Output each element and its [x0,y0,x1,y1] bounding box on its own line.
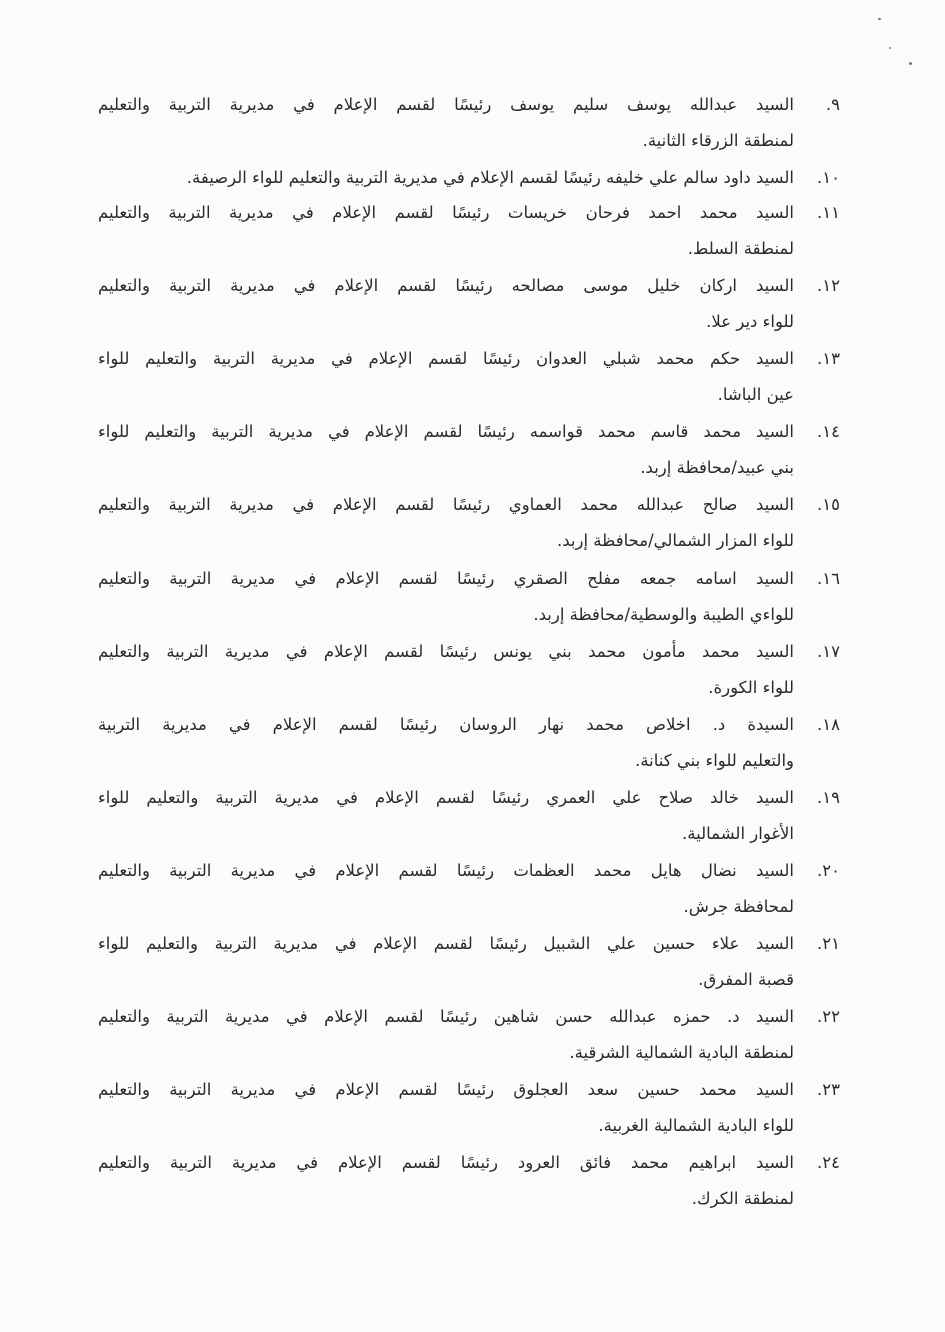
item-text-line1: السيد علاء حسين علي الشبيل رئيسًا لقسم الإعلام في مديرية التربية والتعليم للواء [98,934,794,954]
list-item [98,342,840,415]
item-number: ٢٣. [817,1080,840,1100]
scan-speck [889,47,891,49]
list-item [98,161,840,196]
item-text-line1: السيد اسامه جمعه مفلح الصقري رئيسًا لقسم الإعلام في مديرية التربية والتعليم [98,568,794,588]
appointment-list [98,88,840,1219]
item-text-line2: لمنطقة السلط. [687,239,794,259]
item-text-line1: السيد عبدالله يوسف سليم يوسف رئيسًا لقسم الإعلام في مديرية التربية والتعليم [98,95,794,114]
item-number: ١٤. [817,422,840,442]
list-item [98,488,840,561]
list-item [98,708,840,781]
item-text-line2: للواء دير علا. [706,312,794,332]
item-text-line2: عين الباشا. [717,385,794,405]
item-text-line1: السيد نضال هايل محمد العظمات رئيسًا لقسم الإعلام في مديرية التربية والتعليم [98,860,794,880]
list-item [98,781,840,854]
item-number: ٢٢. [817,1007,840,1027]
item-number: ١٣. [817,349,840,369]
list-item [98,1146,840,1219]
item-text-line2: للواءي الطيبة والوسطية/محافظة إربد. [533,604,794,624]
item-number: ١٦. [817,568,840,588]
list-item [98,88,840,161]
item-number: ١٩. [817,787,840,807]
item-text-line2: لمنطقة البادية الشمالية الشرقية. [569,1043,794,1063]
item-text-line2: لمنطقة الزرقاء الثانية. [642,131,794,150]
item-text-line2: للواء الكورة. [708,677,794,697]
list-item [98,269,840,342]
item-text-line2: للواء البادية الشمالية الغربية. [598,1116,794,1136]
item-number: ٢٠. [817,860,840,880]
scan-speck [878,18,881,20]
item-text-line1: السيدة د. اخلاص محمد نهار الروسان رئيسًا لقسم الإعلام في مديرية التربية [98,714,794,734]
item-text-line1: السيد ابراهيم محمد فائق العرود رئيسًا لقسم الإعلام في مديرية التربية والتعليم [98,1153,794,1173]
list-item [98,562,840,635]
item-text-line2: والتعليم للواء بني كنانة. [635,750,794,770]
item-text-line1: السيد د. حمزه عبدالله حسن شاهين رئيسًا لقسم الإعلام في مديرية التربية والتعليم [98,1007,794,1027]
item-text-line1: السيد محمد مأمون محمد بني يونس رئيسًا لقسم الإعلام في مديرية التربية والتعليم [98,641,794,661]
item-text-line1: السيد اركان خليل موسى مصالحه رئيسًا لقسم الإعلام في مديرية التربية والتعليم [98,276,794,296]
item-text-line2: للواء المزار الشمالي/محافظة إربد. [557,531,794,551]
item-text-line1: السيد حكم محمد شبلي العدوان رئيسًا لقسم الإعلام في مديرية التربية والتعليم للواء [98,349,794,369]
item-text-line2: بني عبيد/محافظة إربد. [640,458,794,478]
item-text-line1: السيد داود سالم علي خليفه رئيسًا لقسم الإعلام في مديرية التربية والتعليم للواء الرصيفة. [186,168,794,188]
item-number: ٩. [825,95,840,114]
item-number: ١٨. [817,714,840,734]
item-text-line1: السيد محمد قاسم محمد قواسمه رئيسًا لقسم الإعلام في مديرية التربية والتعليم للواء [98,422,794,442]
list-item [98,196,840,269]
list-item [98,1073,840,1146]
item-number: ١٧. [817,641,840,661]
item-text-line2: الأغوار الشمالية. [682,823,794,843]
list-item [98,854,840,927]
item-number: ٢٤. [817,1153,840,1173]
item-text-line2: لمحافظة جرش. [683,896,794,916]
item-number: ١٠. [817,168,840,188]
scan-speck [909,62,912,65]
item-number: ١٢. [817,276,840,296]
item-text-line1: السيد محمد حسين سعد العجلوق رئيسًا لقسم الإعلام في مديرية التربية والتعليم [98,1080,794,1100]
list-item [98,415,840,488]
item-number: ١١. [817,203,840,223]
item-number: ٢١. [817,934,840,954]
item-text-line1: السيد محمد احمد فرحان خريسات رئيسًا لقسم الإعلام في مديرية التربية والتعليم [98,203,794,223]
list-item [98,1000,840,1073]
item-number: ١٥. [817,495,840,515]
list-item [98,635,840,708]
list-item [98,927,840,1000]
item-text-line1: السيد خالد صلاح علي العمري رئيسًا لقسم الإعلام في مديرية التربية والتعليم للواء [98,787,794,807]
item-text-line1: السيد صالح عبدالله محمد العماوي رئيسًا لقسم الإعلام في مديرية التربية والتعليم [98,495,794,515]
item-text-line2: قصبة المفرق. [698,970,794,990]
item-text-line2: لمنطقة الكرك. [691,1189,794,1209]
